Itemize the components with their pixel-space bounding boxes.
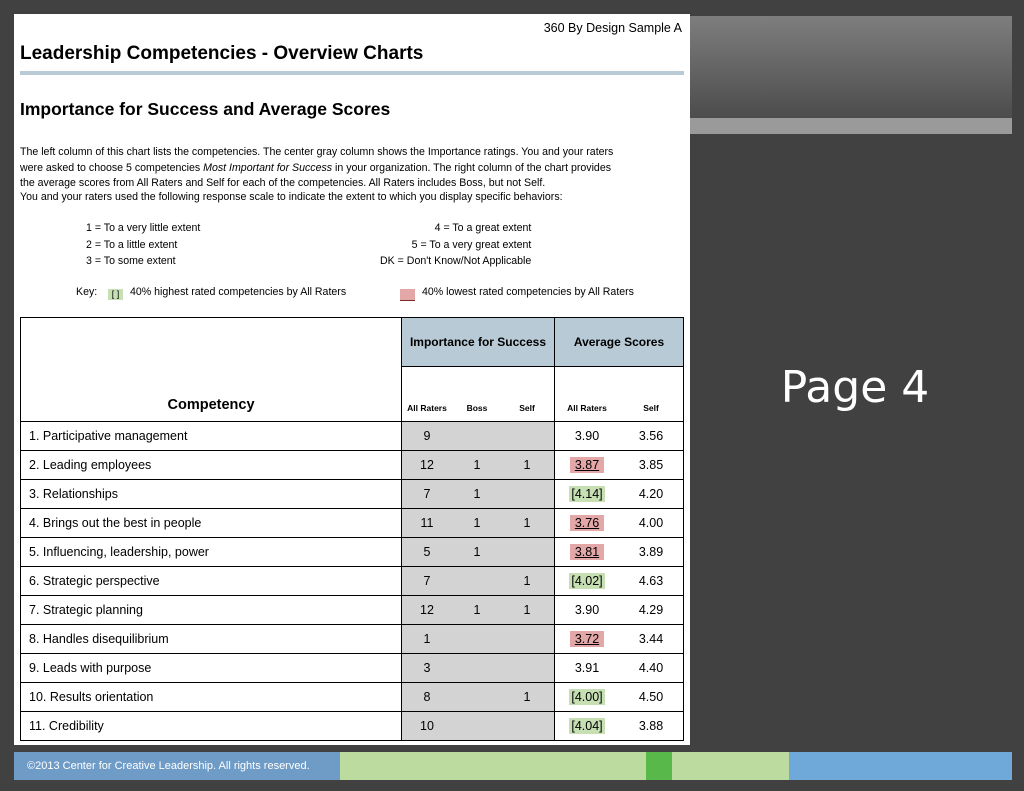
low-swatch bbox=[400, 289, 415, 301]
average-all-raters: 3.72 bbox=[570, 631, 604, 647]
importance-all-raters: 7 bbox=[423, 487, 431, 501]
page-label: Page 4 bbox=[780, 362, 930, 413]
importance-cell bbox=[402, 509, 555, 538]
sub-boss: Boss bbox=[466, 403, 488, 413]
competency-name: 6. Strategic perspective bbox=[21, 567, 402, 596]
importance-all-raters: 9 bbox=[423, 429, 431, 443]
importance-cell bbox=[402, 567, 555, 596]
average-cell bbox=[554, 567, 683, 596]
average-self: 3.85 bbox=[638, 458, 664, 472]
competency-name: 5. Influencing, leadership, power bbox=[21, 538, 402, 567]
average-cell bbox=[554, 480, 683, 509]
average-cell bbox=[554, 538, 683, 567]
table-row bbox=[21, 567, 684, 596]
table-row bbox=[21, 538, 684, 567]
average-all-raters: [4.04] bbox=[571, 719, 603, 733]
importance-all-raters: 12 bbox=[420, 603, 434, 617]
average-all-raters: 3.91 bbox=[574, 661, 600, 675]
importance-self: 1 bbox=[523, 574, 531, 588]
sub-all-raters: All Raters bbox=[407, 403, 447, 413]
average-all-raters: 3.90 bbox=[574, 603, 600, 617]
sub-all-raters: All Raters bbox=[567, 403, 607, 413]
average-cell bbox=[554, 683, 683, 712]
average-self: 4.20 bbox=[638, 487, 664, 501]
importance-all-raters: 11 bbox=[420, 516, 434, 530]
table-row bbox=[21, 625, 684, 654]
importance-boss: 1 bbox=[473, 487, 481, 501]
footer-segment bbox=[340, 752, 646, 780]
table-row bbox=[21, 480, 684, 509]
average-subheaders bbox=[554, 367, 683, 422]
intro-line-1: The left column of this chart lists the competencies. The center gray column shows the Importance ratings. You and your raters bbox=[20, 146, 614, 158]
average-cell bbox=[554, 596, 683, 625]
importance-self: 1 bbox=[523, 458, 531, 472]
average-self: 4.50 bbox=[638, 690, 664, 704]
scale-item: 5 = To a very great extent bbox=[411, 238, 532, 251]
footer-bar bbox=[14, 752, 1012, 780]
importance-boss: 1 bbox=[473, 603, 481, 617]
importance-self: 1 bbox=[523, 516, 531, 530]
importance-boss bbox=[452, 719, 502, 733]
importance-self bbox=[502, 487, 552, 501]
competency-name: 4. Brings out the best in people bbox=[21, 509, 402, 538]
scale-item: 3 = To some extent bbox=[86, 255, 176, 267]
importance-boss bbox=[452, 632, 502, 646]
importance-self bbox=[502, 545, 552, 559]
importance-boss bbox=[452, 661, 502, 675]
competency-table bbox=[20, 317, 684, 741]
intro-line-2a: were asked to choose 5 competencies bbox=[20, 161, 204, 174]
competency-name: 2. Leading employees bbox=[21, 451, 402, 480]
importance-cell bbox=[402, 712, 555, 741]
scale-item: 4 = To a great extent bbox=[434, 222, 532, 234]
average-all-raters: [4.00] bbox=[571, 690, 603, 704]
competency-name: 11. Credibility bbox=[21, 712, 402, 741]
importance-subheaders bbox=[402, 367, 555, 422]
table-row bbox=[21, 712, 684, 741]
importance-cell bbox=[402, 451, 555, 480]
slide-top-band bbox=[690, 16, 1012, 118]
importance-self bbox=[502, 632, 552, 646]
sub-self: Self bbox=[643, 403, 659, 413]
importance-header: Importance for Success bbox=[402, 318, 555, 367]
average-header: Average Scores bbox=[554, 318, 683, 367]
competency-name: 1. Participative management bbox=[21, 422, 402, 451]
scale-item: DK = Don't Know/Not Applicable bbox=[380, 255, 532, 267]
scale-right bbox=[380, 220, 531, 270]
average-cell bbox=[554, 712, 683, 741]
scale-item: 1 = To a very little extent bbox=[86, 222, 201, 234]
key-label: Key: bbox=[76, 286, 98, 298]
importance-self bbox=[502, 719, 552, 733]
average-self: 4.29 bbox=[638, 603, 664, 617]
competency-name: 8. Handles disequilibrium bbox=[21, 625, 402, 654]
average-all-raters: 3.87 bbox=[570, 457, 604, 473]
average-self: 4.40 bbox=[638, 661, 664, 675]
scale-item: 2 = To a little extent bbox=[86, 238, 178, 251]
importance-all-raters: 8 bbox=[423, 690, 431, 704]
importance-self bbox=[502, 661, 552, 675]
average-self: 3.88 bbox=[638, 719, 664, 733]
importance-all-raters: 5 bbox=[423, 545, 431, 559]
document-title: Leadership Competencies - Overview Charts bbox=[20, 43, 424, 64]
competency-rows bbox=[21, 422, 684, 741]
table-row bbox=[21, 654, 684, 683]
importance-boss: 1 bbox=[473, 458, 481, 472]
table-row bbox=[21, 422, 684, 451]
average-self: 3.56 bbox=[638, 429, 664, 443]
copyright-text: ©2013 Center for Creative Leadership. All rights reserved. bbox=[14, 752, 340, 780]
importance-all-raters: 7 bbox=[423, 574, 431, 588]
importance-all-raters: 3 bbox=[423, 661, 431, 675]
importance-self: 1 bbox=[523, 690, 531, 704]
intro-emphasis: Most Important for Success bbox=[203, 161, 333, 174]
average-self: 4.63 bbox=[638, 574, 664, 588]
importance-boss: 1 bbox=[473, 516, 481, 530]
importance-boss bbox=[452, 574, 502, 588]
importance-self: 1 bbox=[523, 603, 531, 617]
sample-label: 360 By Design Sample A bbox=[543, 21, 682, 35]
importance-cell bbox=[402, 538, 555, 567]
importance-cell bbox=[402, 422, 555, 451]
sub-self: Self bbox=[519, 403, 535, 413]
average-cell bbox=[554, 625, 683, 654]
importance-all-raters: 1 bbox=[423, 632, 431, 646]
importance-boss bbox=[452, 690, 502, 704]
importance-boss: 1 bbox=[473, 545, 481, 559]
slide-top-band-strip bbox=[690, 118, 1012, 134]
competency-header: Competency bbox=[21, 318, 402, 422]
footer-segment bbox=[789, 752, 1012, 780]
intro-line-2b: in your organization. The right column of the chart provides bbox=[332, 161, 612, 174]
average-self: 3.44 bbox=[638, 632, 664, 646]
importance-all-raters: 10 bbox=[420, 719, 434, 733]
average-cell bbox=[554, 451, 683, 480]
importance-cell bbox=[402, 625, 555, 654]
footer-segment bbox=[672, 752, 789, 780]
competency-name: 10. Results orientation bbox=[21, 683, 402, 712]
intro-paragraph bbox=[20, 145, 680, 192]
document-page bbox=[14, 14, 690, 745]
competency-name: 7. Strategic planning bbox=[21, 596, 402, 625]
average-all-raters: 3.81 bbox=[570, 544, 604, 560]
intro-line-3: the average scores from All Raters and Self for each of the competencies. All Raters includes Boss, but not Self. bbox=[20, 177, 546, 189]
importance-cell bbox=[402, 596, 555, 625]
average-all-raters: [4.02] bbox=[571, 574, 603, 588]
average-self: 4.00 bbox=[638, 516, 664, 530]
average-all-raters: 3.76 bbox=[570, 515, 604, 531]
competency-name: 3. Relationships bbox=[21, 480, 402, 509]
high-key-text: 40% highest rated competencies by All Raters bbox=[130, 286, 347, 298]
competency-name: 9. Leads with purpose bbox=[21, 654, 402, 683]
legend-key bbox=[76, 286, 696, 304]
average-self: 3.89 bbox=[638, 545, 664, 559]
table-row bbox=[21, 451, 684, 480]
high-swatch: [ ] bbox=[108, 289, 123, 300]
importance-cell bbox=[402, 654, 555, 683]
table-row bbox=[21, 683, 684, 712]
importance-cell bbox=[402, 480, 555, 509]
importance-all-raters: 12 bbox=[420, 458, 434, 472]
importance-self bbox=[502, 429, 552, 443]
scale-left bbox=[86, 220, 200, 270]
table-row bbox=[21, 596, 684, 625]
average-cell bbox=[554, 509, 683, 538]
importance-cell bbox=[402, 683, 555, 712]
low-key-text: 40% lowest rated competencies by All Raters bbox=[422, 286, 634, 298]
table-row bbox=[21, 509, 684, 538]
title-divider bbox=[20, 71, 684, 75]
average-all-raters: [4.14] bbox=[571, 487, 603, 501]
average-all-raters: 3.90 bbox=[574, 429, 600, 443]
section-title: Importance for Success and Average Scores bbox=[20, 99, 391, 119]
importance-boss bbox=[452, 429, 502, 443]
average-cell bbox=[554, 654, 683, 683]
average-cell bbox=[554, 422, 683, 451]
footer-segment bbox=[646, 752, 672, 780]
scale-intro: You and your raters used the following response scale to indicate the extent to which you display specific behaviors: bbox=[20, 191, 563, 203]
